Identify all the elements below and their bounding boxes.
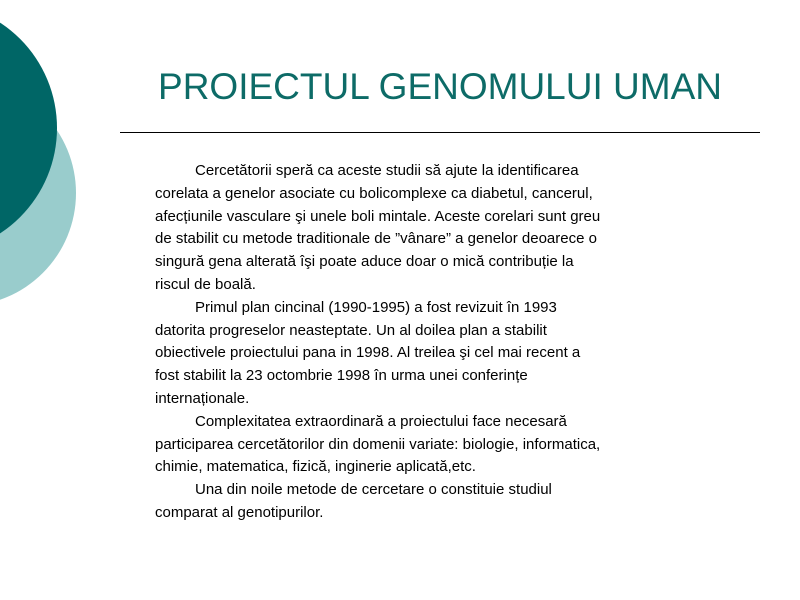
paragraph-research-goals: Cercetătorii speră ca aceste studii să ajute la identificarea corelata a genelor asociate cu bolicomplexe ca diabetul, cancerul, afecțiunile vasculare şi unele boli mintale. Aceste corelari sunt greu de stabilit cu metode traditionale de ”vânare” a genelor deoarece o singură gena alterată îşi poate aduce doar o mică contribuție la riscul de boală. xyxy=(155,162,601,293)
paragraph-new-methods: Una din noile metode de cercetare o constituie studiul comparat al genotipurilor. xyxy=(155,481,552,521)
slide-body xyxy=(155,160,603,525)
title-divider xyxy=(120,132,760,133)
slide-title: PROIECTUL GENOMULUI UMAN xyxy=(158,66,722,107)
paragraph-project-complexity: Complexitatea extraordinară a proiectului face necesară participarea cercetătorilor din domenii variate: biologie, informatica, chimie, matematica, fizică, inginerie aplicată,etc. xyxy=(155,412,601,476)
paragraph-five-year-plans: Primul plan cincinal (1990-1995) a fost revizuit în 1993 datorita progreselor neasteptate. Un al doilea plan a stabilit obiectivele proiectului pana in 1998. Al treilea şi cel mai recent a fost stabilit la 23 octombrie 1998 în urma unei conferințe internaționale. xyxy=(155,298,581,407)
